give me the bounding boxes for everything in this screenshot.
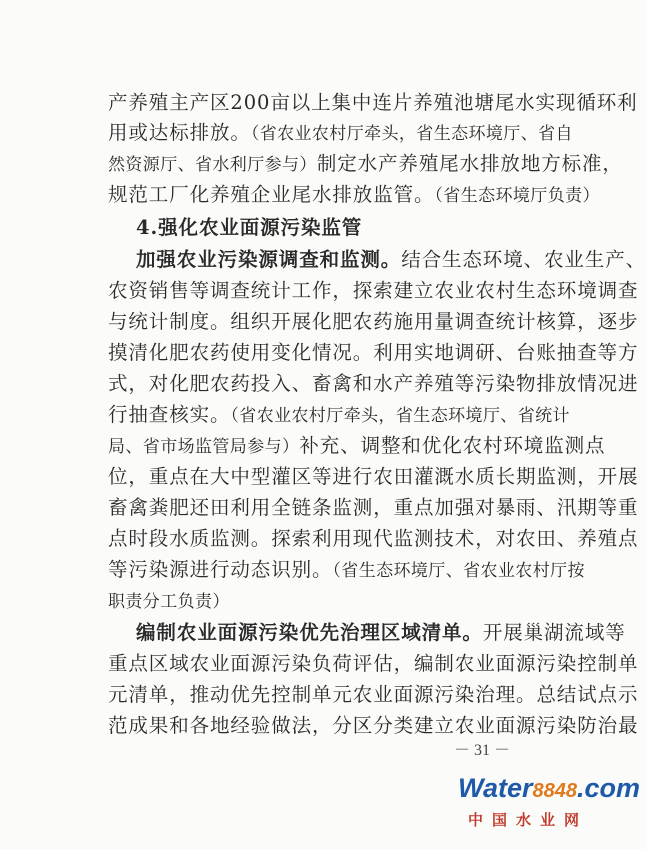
text-line-20: 元清单，推动优先控制单元农业面源污染治理。总结试点示 [108,683,639,706]
watermark-brand: Water8848.com [458,773,641,803]
text-line-9: 摸清化肥农药使用变化情况。利用实地调研、台账抽查等方 [108,341,639,364]
watermark-logo [458,773,641,843]
text-line-12: 局、省市场监管局参与）补充、调整和优化农村环境监测点 [108,434,606,457]
page-number: － 31 － [454,742,511,759]
text-line-4: 规范工厂化养殖企业尾水排放监管。（省生态环境厅负责） [108,183,600,206]
text-line-21: 范成果和各地经验做法，分区分类建立农业面源污染防治最 [108,714,639,737]
text-line-11: 行抽查核实。（省农业农村厅牵头，省生态环境厅、省统计 [108,403,570,426]
watermark-tagline: 中国水业网 [468,811,589,829]
text-line-18: 编制农业面源污染优先治理区域清单。开展巢湖流域等 [136,621,626,644]
text-line-7: 农资销售等调查统计工作，探索建立农业农村生态环境调查 [108,279,639,302]
text-line-14: 畜禽粪肥还田利用全链条监测，重点加强对暴雨、汛期等重 [108,496,639,519]
text-line-15: 点时段水质监测。探索利用现代监测技术，对农田、养殖点 [108,527,639,550]
text-line-17: 职责分工负责） [108,592,230,612]
subheading-monitoring: 加强农业污染源调查和监测。 [136,248,402,271]
text-line-3: 然资源厅、省水利厅参与）制定水产养殖尾水排放地方标准， [108,152,623,175]
text-line-19: 重点区域农业面源污染负荷评估，编制农业面源污染控制单 [108,652,639,675]
text-line-8: 与统计制度。组织开展化肥农药施用量调查统计核算，逐步 [108,310,639,333]
section-heading: 4.强化农业面源污染监管 [136,216,363,239]
subheading-priority-list: 编制农业面源污染优先治理区域清单。 [136,621,483,644]
text-line-2: 用或达标排放。（省农业农村厅牵头，省生态环境厅、省自 [108,121,573,144]
text-line-6: 加强农业污染源调查和监测。结合生态环境、农业生产、 [136,248,646,271]
text-line-13: 位，重点在大中型灌区等进行农田灌溉水质长期监测，开展 [108,465,639,488]
text-line-1: 产养殖主产区200亩以上集中连片养殖池塘尾水实现循环利 [108,91,638,114]
text-line-10: 式，对化肥农药投入、畜禽和水产养殖等污染物排放情况进 [108,372,639,395]
text-line-16: 等污染源进行动态识别。（省生态环境厅、省农业农村厅按 [108,558,585,581]
